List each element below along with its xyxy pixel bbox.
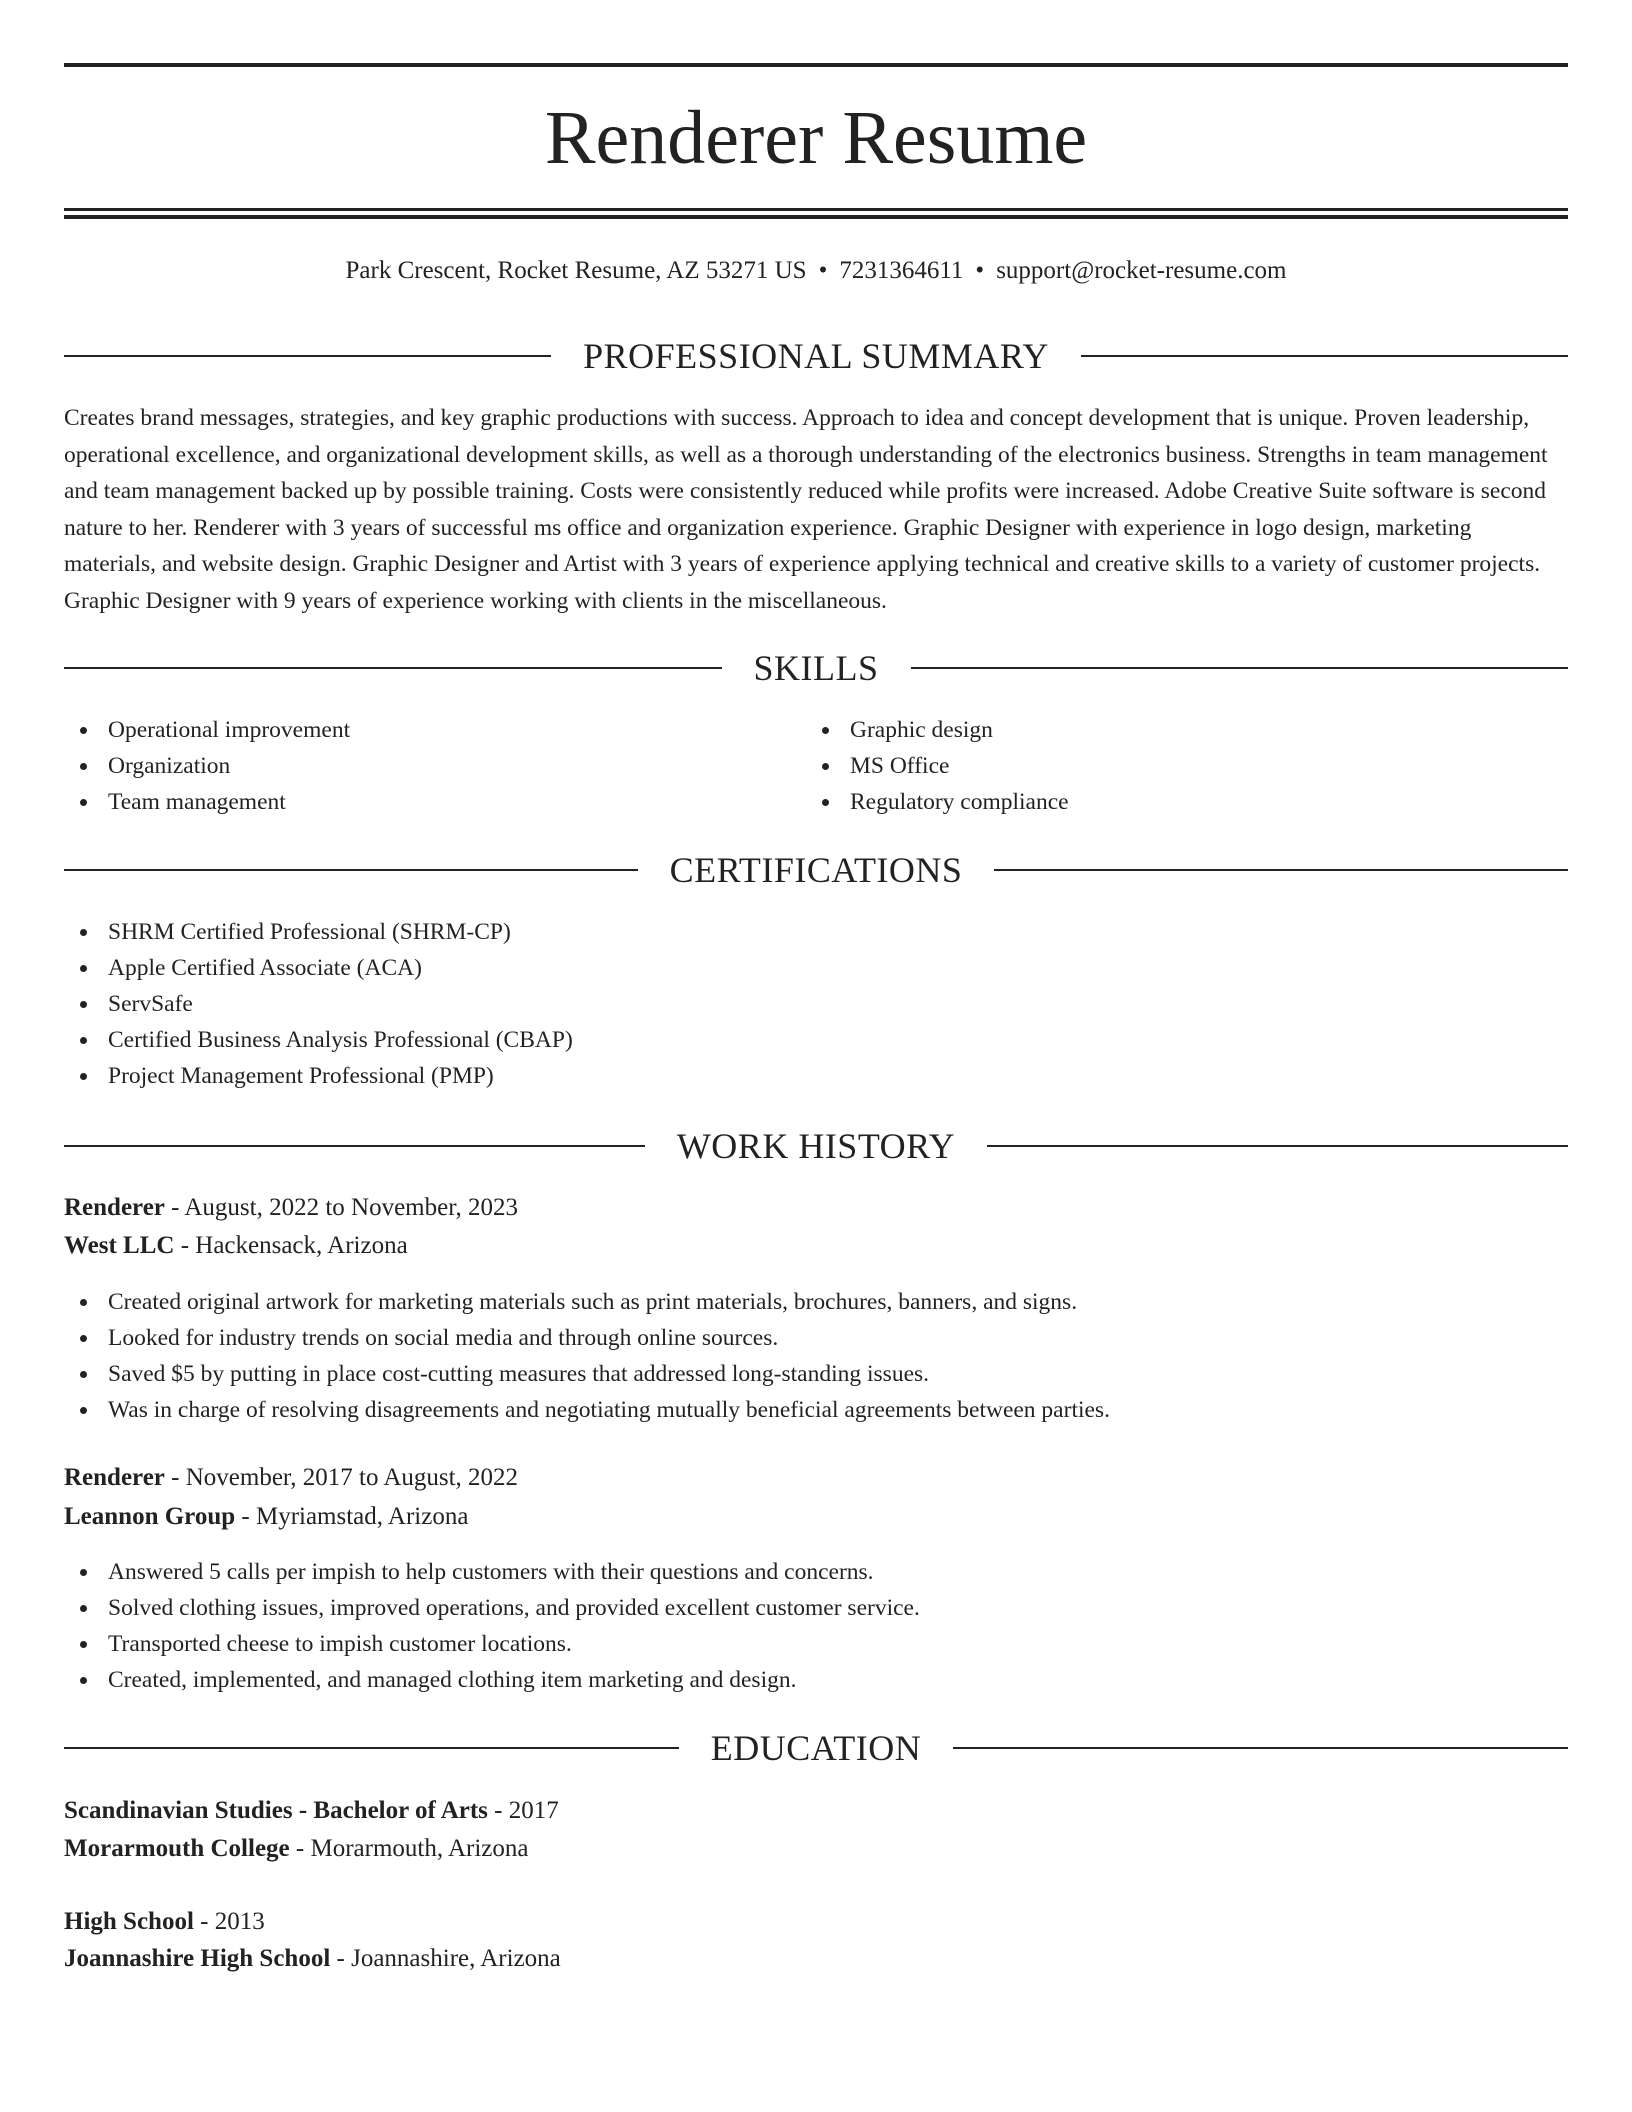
job-location: - Myriamstad, Arizona (235, 1503, 469, 1530)
education-degree-line (64, 1793, 559, 1829)
work-section-header (64, 1124, 1568, 1168)
job-title-line (64, 1460, 518, 1496)
summary-text: Creates brand messages, strategies, and key graphic productions with success. Approach to idea and concept development that is unique. Proven leadership, operational excellence, and organizational development skills, as well as a thorough understanding of the electronics business. Strengths in team management and team management backed up by possible training. Costs were consistently reduced while profits were increased. Adobe Creative Suite software is second nature to her. Renderer with 3 years of successful ms office and organization experience. Graphic Designer with experience in logo design, marketing materials, and website design. Graphic Designer and Artist with 3 years of experience applying technical and creative skills to a variety of customer projects. Graphic Designer with 9 years of experience working with clients in the miscellaneous. (64, 405, 1548, 614)
header-top-rule (64, 63, 1568, 67)
job-bullet: Created, implemented, and managed clothing item marketing and design. (64, 1662, 920, 1698)
header-double-rule-lower (64, 215, 1568, 219)
education-section-header (64, 1726, 1568, 1770)
contact-line (64, 254, 1568, 288)
contact-email: support@rocket-resume.com (996, 257, 1287, 284)
education-school: Morarmouth College (64, 1835, 290, 1862)
certifications-section-header (64, 848, 1568, 892)
skills-section-header (64, 646, 1568, 690)
education-location: - Joannashire, Arizona (330, 1945, 561, 1972)
divider-line (994, 869, 1568, 871)
job-bullet: Transported cheese to impish customer locations. (64, 1626, 920, 1662)
job-dates: - August, 2022 to November, 2023 (164, 1194, 519, 1221)
certification-item: ServSafe (64, 986, 573, 1022)
education-location: - Morarmouth, Arizona (289, 1835, 529, 1862)
job-title: Renderer (64, 1194, 165, 1221)
header-double-rule-upper (64, 208, 1568, 211)
job-company-line (64, 1228, 408, 1264)
skill-item: Regulatory compliance (806, 784, 1069, 820)
section-title: PROFESSIONAL SUMMARY (583, 336, 1049, 376)
divider-line (911, 667, 1569, 669)
job-dates: - November, 2017 to August, 2022 (164, 1464, 519, 1491)
divider-line (953, 1747, 1568, 1749)
contact-address: Park Crescent, Rocket Resume, AZ 53271 US (345, 257, 807, 284)
education-degree: Scandinavian Studies - Bachelor of Arts (64, 1797, 488, 1824)
section-title: WORK HISTORY (676, 1126, 956, 1166)
certification-item: Apple Certified Associate (ACA) (64, 950, 573, 986)
contact-phone: 7231364611 (839, 257, 964, 284)
skill-item: Organization (64, 748, 350, 784)
job-title-line (64, 1190, 518, 1226)
divider-line (64, 667, 722, 669)
contact-separator: • (818, 257, 828, 284)
education-school-line (64, 1941, 561, 1977)
summary-section-header (64, 334, 1568, 378)
job-bullets (64, 1284, 1110, 1428)
certifications-list (64, 914, 573, 1094)
certification-item: Certified Business Analysis Professional (CBAP) (64, 1022, 573, 1058)
skill-item: Operational improvement (64, 712, 350, 748)
certification-item: SHRM Certified Professional (SHRM-CP) (64, 914, 573, 950)
job-bullet: Answered 5 calls per impish to help customers with their questions and concerns. (64, 1554, 920, 1590)
job-bullet: Created original artwork for marketing materials such as print materials, brochures, banners, and signs. (64, 1284, 1110, 1320)
job-bullet: Looked for industry trends on social media and through online sources. (64, 1320, 1110, 1356)
divider-line (64, 1145, 645, 1147)
job-location: - Hackensack, Arizona (174, 1232, 408, 1259)
job-bullet: Saved $5 by putting in place cost-cutting measures that addressed long-standing issues. (64, 1356, 1110, 1392)
education-year: - 2013 (193, 1908, 265, 1935)
section-title: SKILLS (753, 648, 879, 688)
education-year: - 2017 (487, 1797, 559, 1824)
job-company: West LLC (64, 1232, 175, 1259)
divider-line (64, 869, 638, 871)
job-company-line (64, 1499, 468, 1535)
skill-item: Team management (64, 784, 350, 820)
job-title: Renderer (64, 1464, 165, 1491)
education-school-line (64, 1831, 528, 1867)
skills-list-left (64, 712, 350, 820)
education-degree: High School (64, 1908, 194, 1935)
job-bullets (64, 1554, 920, 1698)
skill-item: Graphic design (806, 712, 1069, 748)
divider-line (64, 355, 551, 357)
divider-line (1081, 355, 1568, 357)
contact-separator: • (975, 257, 985, 284)
section-title: EDUCATION (710, 1728, 922, 1768)
resume-name: Renderer Resume (544, 96, 1088, 180)
job-bullet: Solved clothing issues, improved operations, and provided excellent customer service. (64, 1590, 920, 1626)
certification-item: Project Management Professional (PMP) (64, 1058, 573, 1094)
education-degree-line (64, 1904, 265, 1940)
divider-line (987, 1145, 1568, 1147)
job-bullet: Was in charge of resolving disagreements and negotiating mutually beneficial agreements between parties. (64, 1392, 1110, 1428)
skills-list-right (806, 712, 1069, 820)
education-school: Joannashire High School (64, 1945, 331, 1972)
divider-line (64, 1747, 679, 1749)
job-company: Leannon Group (64, 1503, 236, 1530)
skill-item: MS Office (806, 748, 1069, 784)
section-title: CERTIFICATIONS (669, 850, 963, 890)
